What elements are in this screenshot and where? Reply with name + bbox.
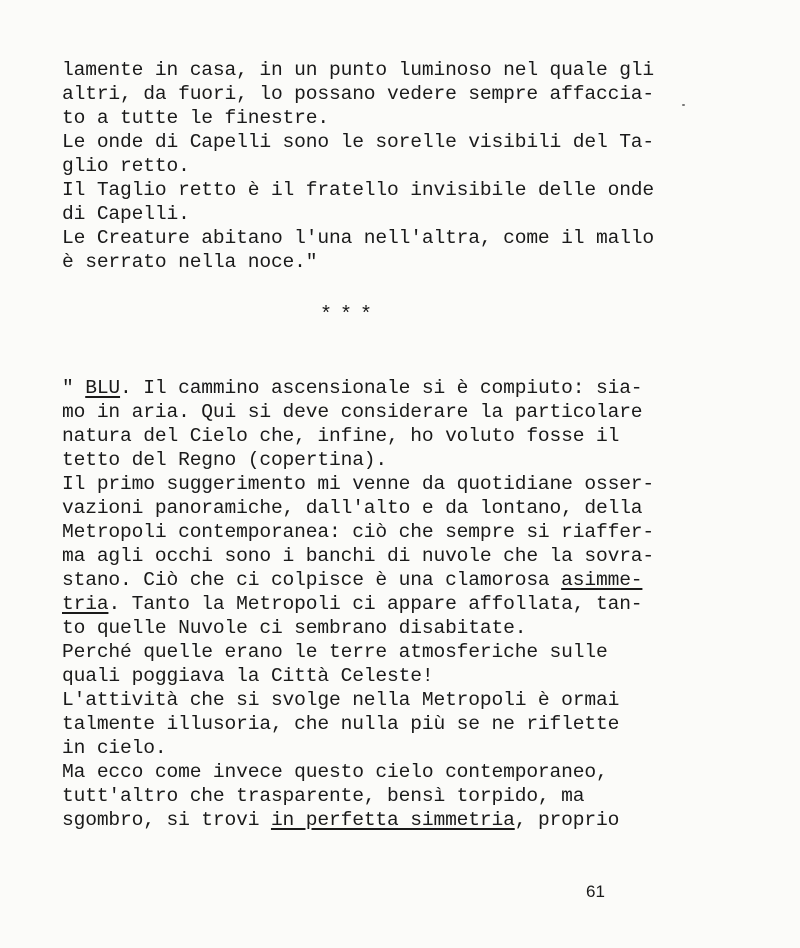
text-line: lamente in casa, in un punto luminoso nel quale gli: [62, 59, 655, 81]
text-line: altri, da fuori, lo possano vedere sempre affaccia-: [62, 83, 655, 105]
underlined-word-asimmetria-end: tria: [62, 593, 109, 615]
text-line: mo in aria. Qui si deve considerare la particolare: [62, 401, 643, 423]
text-line: ma agli occhi sono i banchi di nuvole che la sovra-: [62, 545, 655, 567]
text-line: Le onde di Capelli sono le sorelle visibili del Ta-: [62, 131, 655, 153]
text-line: L'attività che si svolge nella Metropoli è ormai: [62, 689, 620, 711]
underlined-word-blu: BLU: [85, 377, 121, 399]
text-line: Le Creature abitano l'una nell'altra, come il mallo: [62, 227, 655, 249]
text-line: glio retto.: [62, 155, 190, 177]
text-line: quali poggiava la Città Celeste!: [62, 665, 434, 687]
text-span: sgombro, si trovi: [62, 809, 271, 831]
section-separator: ***: [320, 304, 381, 327]
paper-speck: [682, 104, 685, 106]
text-line: tutt'altro che trasparente, bensì torpido, ma: [62, 785, 585, 807]
page-number: 61: [586, 882, 605, 901]
text-line: Il Taglio retto è il fratello invisibile delle onde: [62, 179, 655, 201]
text-span: stano. Ciò che ci colpisce è una clamorosa: [62, 569, 562, 591]
text-line: è serrato nella noce.": [62, 251, 318, 273]
open-quote: ": [62, 377, 86, 399]
text-line: to quelle Nuvole ci sembrano disabitate.: [62, 617, 527, 639]
text-span: . Il cammino ascensionale si è compiuto: sia-: [120, 377, 643, 399]
text-line: di Capelli.: [62, 203, 190, 225]
text-line: Ma ecco come invece questo cielo contemporaneo,: [62, 761, 608, 783]
text-line: tetto del Regno (copertina).: [62, 449, 388, 471]
text-line: in cielo.: [62, 737, 167, 759]
text-line: Metropoli contemporanea: ciò che sempre si riaffer-: [62, 521, 655, 543]
text-line: Il primo suggerimento mi venne da quotidiane osser-: [62, 473, 655, 495]
text-line: natura del Cielo che, infine, ho voluto fosse il: [62, 425, 620, 447]
text-line: [62, 376, 642, 400]
text-line: to a tutte le finestre.: [62, 107, 329, 129]
text-line: [62, 592, 642, 616]
text-line: [62, 568, 642, 592]
text-line: [62, 808, 619, 832]
text-line: talmente illusoria, che nulla più se ne riflette: [62, 713, 620, 735]
text-span: , proprio: [514, 809, 620, 831]
underlined-word-asimmetria: asimme-: [561, 569, 643, 591]
text-span: . Tanto la Metropoli ci appare affollata, tan-: [108, 593, 643, 615]
text-line: Perché quelle erano le terre atmosferiche sulle: [62, 641, 608, 663]
text-line: vazioni panoramiche, dall'alto e da lontano, della: [62, 497, 643, 519]
underlined-phrase-simmetria: in perfetta simmetria: [270, 809, 515, 831]
